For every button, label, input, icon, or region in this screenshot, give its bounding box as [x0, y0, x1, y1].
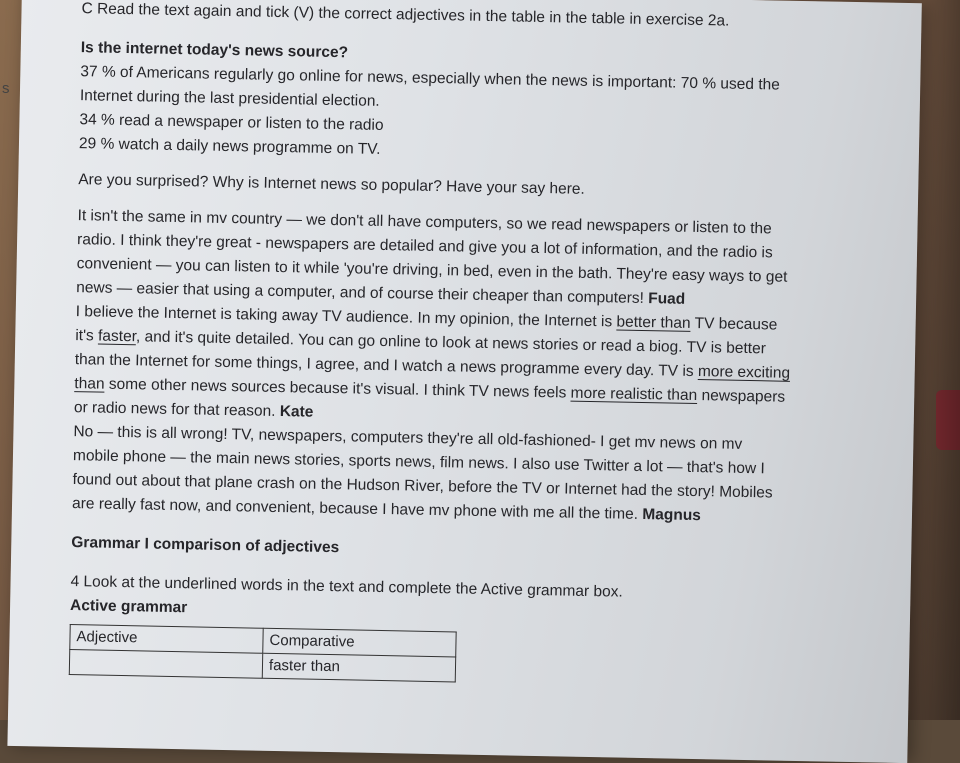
- kate-line-2-a: it's: [75, 327, 99, 345]
- magnus-line-1: No — this is all wrong! TV, newspapers, computers they're all old-fashioned- I get mv news on mv: [73, 423, 743, 453]
- kate-line-4-a: some other news sources because it's visual. I think TV news feels: [104, 375, 571, 402]
- fuad-line-1: It isn't the same in mv country — we don't all have computers, so we read newspapers or listen to the: [77, 207, 772, 238]
- header-comparative: Comparative: [263, 628, 456, 657]
- kate-line-4-b: newspapers: [697, 387, 786, 406]
- article-question: Are you surprised? Why is Internet news so popular? Have your say here.: [78, 171, 585, 198]
- kate-line-5-a: or radio news for that reason.: [73, 399, 280, 421]
- grammar-heading: Grammar I comparison of adjectives: [71, 534, 340, 557]
- magnus-name: Magnus: [642, 506, 702, 525]
- stat-line-2: 34 % read a newspaper or listen to the radio: [79, 111, 384, 134]
- header-adjective: Adjective: [70, 625, 263, 654]
- cell-comparative-1: faster than: [262, 653, 455, 682]
- stat-line-3: 29 % watch a daily news programme on TV.: [78, 135, 381, 158]
- kate-line-2-b: , and it's quite detailed. You can go online to look at news stories or read a biog. TV is better: [135, 328, 766, 358]
- underlined-faster: faster: [97, 327, 137, 346]
- fuad-line-2: radio. I think they're great - newspapers are detailed and give you a lot of information, and the radio is: [76, 231, 773, 262]
- underlined-better-than: better than: [616, 313, 691, 332]
- cell-adjective-1: [69, 650, 262, 679]
- magnus-line-2: mobile phone — the main news stories, sports news, film news. I also use Twitter a lot — that's how I: [72, 447, 765, 478]
- underlined-more-exciting: more exciting: [697, 363, 791, 382]
- kate-name: Kate: [279, 403, 314, 421]
- stat-line-1b: Internet during the last presidential election.: [79, 87, 380, 110]
- article-title: Is the internet today's news source?: [80, 39, 349, 62]
- worksheet-page: [7, 0, 921, 763]
- kate-line-3-a: than the Internet for some things, I agree, and I watch a news programme every day. TV is: [74, 351, 699, 381]
- stray-margin-letter: s: [2, 80, 10, 97]
- underlined-more-realistic-than: more realistic than: [570, 384, 698, 405]
- task-4-instruction: 4 Look at the underlined words in the text and complete the Active grammar box.: [70, 573, 623, 601]
- underlined-than: than: [74, 375, 105, 393]
- active-grammar-table: [69, 624, 457, 682]
- fuad-name: Fuad: [648, 290, 686, 308]
- kate-line-1-a: I believe the Internet is taking away TV audience. In my opinion, the Internet is: [75, 303, 617, 331]
- instruction-c: C Read the text again and tick (V) the correct adjectives in the table in the table in exercise 2a.: [81, 0, 730, 30]
- kate-line-1-b: TV because: [690, 314, 778, 334]
- magnus-line-4-text: are really fast now, and convenient, because I have mv phone with me all the time.: [71, 495, 643, 524]
- active-grammar-title: Active grammar: [69, 597, 188, 617]
- worksheet-content: [69, 0, 882, 690]
- fuad-line-4-text: news — easier that using a computer, and of course their cheaper than computers!: [76, 279, 649, 308]
- fuad-line-3: convenient — you can listen to it while 'you're driving, in bed, even in the bath. They're easy ways to get: [76, 255, 788, 286]
- magnus-line-3: found out about that plane crash on the Hudson River, before the TV or Internet had the story! Mobiles: [72, 471, 773, 502]
- stat-line-1a: 37 % of Americans regularly go online for news, especially when the news is important: 70 % used the: [80, 63, 781, 94]
- red-object-edge: [936, 390, 960, 450]
